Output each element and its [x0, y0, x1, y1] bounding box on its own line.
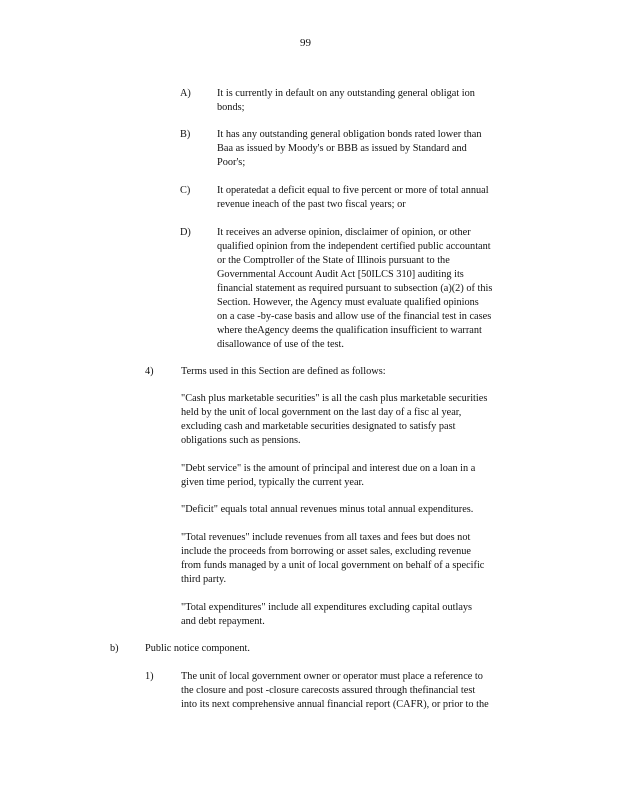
- text-line: include the proceeds from borrowing or asset sales, excluding revenue: [181, 546, 471, 557]
- text-line: from funds managed by a unit of local government on behalf of a specific: [181, 560, 485, 571]
- text-line: third party.: [181, 574, 227, 585]
- text-line: Section. However, the Agency must evaluate qualified opinions: [217, 297, 479, 308]
- text-line: Baa as issued by Moody's or BBB as issued by Standard and: [217, 143, 467, 154]
- text-line: excluding cash and marketable securities designated to satisfy past: [181, 421, 456, 432]
- text-line: qualified opinion from the independent certified public accountant: [217, 241, 491, 252]
- text-line: Poor's;: [217, 157, 246, 168]
- text-line: given time period, typically the current year.: [181, 477, 364, 488]
- text-line: "Total expenditures" include all expenditures excluding capital outlays: [181, 602, 473, 613]
- item-b-text: [217, 128, 527, 170]
- item-c-text: [217, 184, 533, 212]
- text-line: "Deficit" equals total annual revenues minus total annual expenditures.: [181, 504, 474, 515]
- item-4-intro: Terms used in this Section are defined as follows:: [181, 366, 386, 377]
- item-c-label: C): [180, 185, 191, 196]
- text-line: It is currently in default on any outstanding general obligat ion: [217, 88, 475, 99]
- text-line: "Debt service" is the amount of principal and interest due on a loan in a: [181, 463, 476, 474]
- definition-total-expenditures: [181, 601, 521, 629]
- text-line: revenue ineach of the past two fiscal years; or: [217, 199, 406, 210]
- text-line: disallowance of use of the test.: [217, 339, 344, 350]
- text-line: financial statement as required pursuant to subsection (a)(2) of this: [217, 283, 493, 294]
- text-line: Governmental Account Audit Act [50ILCS 310] auditing its: [217, 269, 464, 280]
- item-b1-label: 1): [145, 671, 154, 682]
- definition-total-revenues: [181, 531, 533, 587]
- item-b-label: B): [180, 129, 191, 140]
- section-b-label: b): [110, 643, 119, 654]
- text-line: or the Comptroller of the State of Illinois pursuant to the: [217, 255, 450, 266]
- text-line: on a case -by-case basis and allow use of the financial test in cases: [217, 311, 492, 322]
- text-line: the closure and post -closure carecosts assured through thefinancial test: [181, 685, 476, 696]
- text-line: It has any outstanding general obligation bonds rated lower than: [217, 129, 482, 140]
- item-d-text: [217, 226, 539, 352]
- text-line: It operatedat a deficit equal to five percent or more of total annual: [217, 185, 489, 196]
- item-a-text: [217, 87, 521, 115]
- definition-cash: [181, 392, 531, 448]
- text-line: and debt repayment.: [181, 616, 265, 627]
- definition-debt-service: [181, 462, 531, 490]
- item-b1-text: [181, 670, 537, 712]
- text-line: The unit of local government owner or operator must place a reference to: [181, 671, 483, 682]
- section-b-title: Public notice component.: [145, 643, 250, 654]
- definition-deficit: [181, 503, 531, 517]
- text-line: where theAgency deems the qualification insufficient to warrant: [217, 325, 482, 336]
- text-line: obligations such as pensions.: [181, 435, 301, 446]
- text-line: held by the unit of local government on the last day of a fisc al year,: [181, 407, 462, 418]
- item-4-label: 4): [145, 366, 154, 377]
- item-d-label: D): [180, 227, 191, 238]
- text-line: "Total revenues" include revenues from all taxes and fees but does not: [181, 532, 471, 543]
- page-number: 99: [300, 37, 311, 49]
- text-line: It receives an adverse opinion, disclaimer of opinion, or other: [217, 227, 471, 238]
- text-line: into its next comprehensive annual financial report (CAFR), or prior to the: [181, 699, 489, 710]
- text-line: bonds;: [217, 102, 245, 113]
- item-a-label: A): [180, 88, 191, 99]
- text-line: "Cash plus marketable securities" is all the cash plus marketable securities: [181, 393, 488, 404]
